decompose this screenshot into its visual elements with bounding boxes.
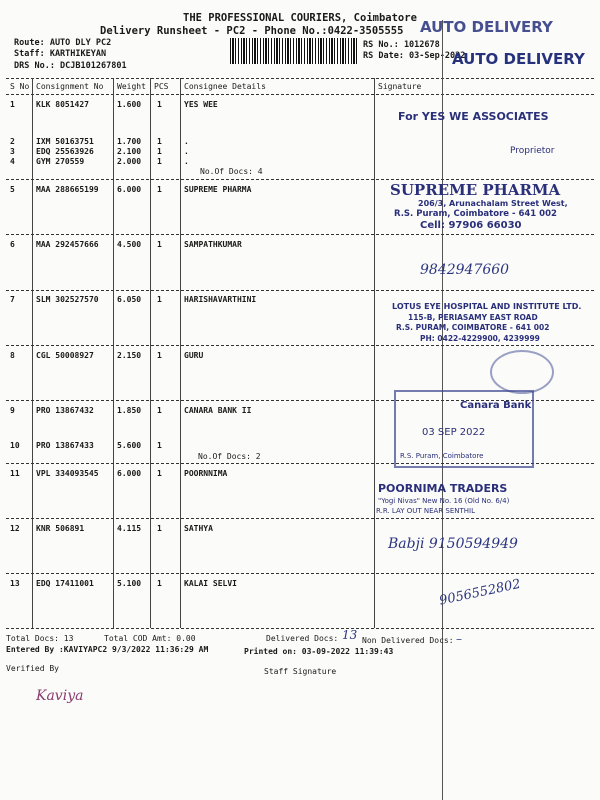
supreme-pharma-stamp: SUPREME PHARMA <box>390 181 561 199</box>
row-weight: 4.115 <box>117 524 142 533</box>
handwritten-kalai: 9056552802 <box>438 576 523 609</box>
row-consignment: VPL 334093545 <box>36 469 99 478</box>
row-consignee: GURU <box>184 351 204 360</box>
row-sno: 3 <box>10 147 15 156</box>
no-of-docs: No.Of Docs: 2 <box>198 452 261 461</box>
row-weight: 2.000 <box>117 157 142 166</box>
row-consignment: EDQ 25563926 <box>36 147 94 156</box>
row-weight: 1.700 <box>117 137 142 146</box>
row-rule <box>6 345 594 346</box>
row-consignee: SAMPATHKUMAR <box>184 240 242 249</box>
row-sno: 11 <box>10 469 20 478</box>
row-sno: 10 <box>10 441 20 450</box>
auto-delivery-stamp: AUTO DELIVERY <box>452 50 585 68</box>
lotus-phone: PH: 0422-4229900, 4239999 <box>420 334 540 343</box>
row-pcs: 1 <box>157 469 162 478</box>
row-weight: 1.600 <box>117 100 142 109</box>
row-sno: 9 <box>10 406 15 415</box>
lotus-hospital-stamp: LOTUS EYE HOSPITAL AND INSTITUTE LTD. <box>392 302 582 311</box>
rs-date: RS Date: 03-Sep-2022 <box>363 51 466 61</box>
col-sep <box>374 78 375 628</box>
row-consignment: GYM 270559 <box>36 157 85 166</box>
col-signature: Signature <box>378 82 422 91</box>
col-consignment: Consignment No <box>36 82 104 91</box>
runsheet-title: Delivery Runsheet - PC2 - Phone No.:0422-3505555 <box>100 25 404 37</box>
handwritten-sathya: Babji 9150594949 <box>388 536 518 552</box>
row-rule <box>6 628 594 629</box>
row-consignment: MAA 288665199 <box>36 185 99 194</box>
auto-delivery-stamp-faded: AUTO DELIVERY <box>420 18 553 36</box>
col-weight: Weight <box>117 82 146 91</box>
handwritten-phone: 9842947660 <box>420 262 510 278</box>
non-delivered-docs: Non Delivered Docs: <box>362 636 454 645</box>
delivered-docs: Delivered Docs: <box>266 634 339 643</box>
poornima-address-line: "Yogi Nivas" New No. 16 (Old No. 6/4) <box>378 497 510 505</box>
company-name: THE PROFESSIONAL COURIERS, Coimbatore <box>183 12 417 24</box>
canara-date-stamp: 03 SEP 2022 <box>422 427 486 438</box>
row-weight: 2.150 <box>117 351 142 360</box>
row-sno: 1 <box>10 100 15 109</box>
row-pcs: 1 <box>157 295 162 304</box>
poornima-traders-stamp: POORNIMA TRADERS <box>378 482 508 495</box>
rs-number: RS No.: 1012678 <box>363 40 440 50</box>
row-weight: 2.100 <box>117 147 142 156</box>
yes-associates-stamp: For YES WE ASSOCIATES <box>398 110 549 123</box>
row-sno: 2 <box>10 137 15 146</box>
row-consignee: YES WEE <box>184 100 218 109</box>
row-weight: 4.500 <box>117 240 142 249</box>
row-pcs: 1 <box>157 240 162 249</box>
row-consignment: MAA 292457666 <box>36 240 99 249</box>
drs-number: DRS No.: DCJB101267801 <box>14 61 127 71</box>
col-sep <box>113 78 114 628</box>
col-pcs: PCS <box>154 82 169 91</box>
header-rule-top <box>6 78 594 79</box>
row-consignee: SATHYA <box>184 524 213 533</box>
row-sno: 6 <box>10 240 15 249</box>
col-sep <box>32 78 33 628</box>
row-pcs: 1 <box>157 185 162 194</box>
row-consignment: SLM 302527570 <box>36 295 99 304</box>
row-weight: 1.850 <box>117 406 142 415</box>
proprietor-stamp: Proprietor <box>510 146 555 156</box>
total-cod: Total COD Amt: 0.00 <box>104 634 196 643</box>
row-consignment: PRO 13867432 <box>36 406 94 415</box>
printed-on: Printed on: 03-09-2022 11:39:43 <box>244 647 394 656</box>
barcode <box>230 38 358 64</box>
row-consignment: EDQ 17411001 <box>36 579 94 588</box>
row-consignee: CANARA BANK II <box>184 406 252 415</box>
round-seal-icon <box>490 350 554 394</box>
row-sno: 8 <box>10 351 15 360</box>
row-sno: 12 <box>10 524 20 533</box>
delivered-docs-hand: 13 <box>342 628 358 642</box>
row-pcs: 1 <box>157 157 162 166</box>
non-delivered-hand: – <box>456 632 462 646</box>
row-pcs: 1 <box>157 351 162 360</box>
col-sno: S No <box>10 82 30 91</box>
row-consignee: POORNNIMA <box>184 469 228 478</box>
lotus-address-line: 115-B, PERIASAMY EAST ROAD <box>408 313 538 322</box>
lotus-address-line: R.S. PURAM, COIMBATORE - 641 002 <box>396 323 550 332</box>
row-sno: 4 <box>10 157 15 166</box>
col-consignee: Consignee Details <box>184 82 266 91</box>
canara-place-stamp: R.S. Puram, Coimbatore <box>400 452 484 460</box>
header-rule-bottom <box>6 94 594 95</box>
row-consignee: . <box>184 137 189 146</box>
row-consignment: IXM 50163751 <box>36 137 94 146</box>
row-pcs: 1 <box>157 579 162 588</box>
row-consignment: CGL 50008927 <box>36 351 94 360</box>
row-pcs: 1 <box>157 441 162 450</box>
supreme-address-line: 206/3, Arunachalam Street West, <box>418 199 568 208</box>
supreme-address-line: R.S. Puram, Coimbatore - 641 002 <box>394 209 557 219</box>
row-rule <box>6 234 594 235</box>
total-docs: Total Docs: 13 <box>6 634 74 643</box>
verified-by: Verified By <box>6 664 59 673</box>
row-consignee: KALAI SELVI <box>184 579 237 588</box>
row-rule <box>6 518 594 519</box>
entered-by: Entered By :KAVIYAPC2 9/3/2022 11:36:29 AM <box>6 645 209 654</box>
row-sno: 13 <box>10 579 20 588</box>
poornima-address-line: R.R. LAY OUT NEAR SENTHIL <box>376 507 475 515</box>
row-pcs: 1 <box>157 524 162 533</box>
row-consignment: PRO 13867433 <box>36 441 94 450</box>
row-weight: 6.000 <box>117 469 142 478</box>
row-weight: 5.100 <box>117 579 142 588</box>
row-pcs: 1 <box>157 406 162 415</box>
row-pcs: 1 <box>157 100 162 109</box>
verified-signature: Kaviya <box>36 688 84 704</box>
row-sno: 5 <box>10 185 15 194</box>
row-consignment: KNR 506891 <box>36 524 85 533</box>
col-sep <box>150 78 151 628</box>
row-consignee: . <box>184 157 189 166</box>
row-rule <box>6 573 594 574</box>
row-consignee: . <box>184 147 189 156</box>
no-of-docs: No.Of Docs: 4 <box>200 167 263 176</box>
row-pcs: 1 <box>157 137 162 146</box>
row-weight: 6.050 <box>117 295 142 304</box>
col-sep <box>180 78 181 628</box>
route-label: Route: AUTO DLY PC2 <box>14 38 112 48</box>
supreme-cell: Cell: 97906 66030 <box>420 220 522 231</box>
row-weight: 6.000 <box>117 185 142 194</box>
row-consignment: KLK 8051427 <box>36 100 89 109</box>
row-weight: 5.600 <box>117 441 142 450</box>
canara-bank-stamp: Canara Bank <box>460 400 532 411</box>
staff-label: Staff: KARTHIKEYAN <box>14 49 107 59</box>
row-consignee: SUPREME PHARMA <box>184 185 252 194</box>
row-sno: 7 <box>10 295 15 304</box>
row-pcs: 1 <box>157 147 162 156</box>
row-rule <box>6 179 594 180</box>
row-rule <box>6 290 594 291</box>
row-consignee: HARISHAVARTHINI <box>184 295 257 304</box>
staff-signature: Staff Signature <box>264 667 337 676</box>
